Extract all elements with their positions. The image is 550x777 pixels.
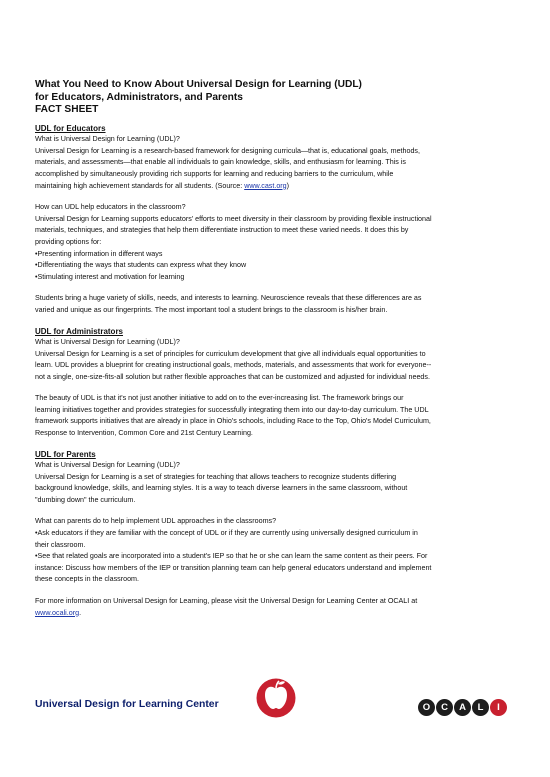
ocali-letter-l: L — [472, 699, 489, 716]
ocali-letter-c: C — [436, 699, 453, 716]
parents-bullet-line: these concepts in the classroom. — [35, 575, 139, 584]
educators-question-2: How can UDL help educators in the classroom? — [35, 203, 186, 212]
educators-answer-2-line: materials, techniques, and strategies that help them differentiate instruction to meet these varied needs. It does this by — [35, 226, 409, 235]
administrators-question-1: What is Universal Design for Learning (UDL)? — [35, 337, 180, 346]
ocali-logo — [418, 699, 507, 716]
cast-link[interactable]: www.cast.org — [244, 181, 287, 190]
educators-heading: UDL for Educators — [35, 123, 106, 133]
administrators-heading: UDL for Administrators — [35, 326, 124, 336]
administrators-paragraph-line: framework supports initiatives that are already in place in Ohio's schools, including Race to the Top, Ohio's Model Curriculum, — [35, 417, 431, 426]
more-info-line: For more information on Universal Design for Learning, please visit the Universal Design for Learning Center at OCALI at — [35, 597, 418, 605]
ocali-letter-o: O — [418, 699, 435, 716]
educators-answer-1-line: Universal Design for Learning is a research-based framework for designing curricula—that is, educational goals, methods, — [35, 146, 420, 155]
educators-answer-2-line: Universal Design for Learning supports educators' efforts to meet diversity in their classroom by providing flexible instructional — [35, 214, 432, 223]
educators-answer-1-line: materials, and assessments—that enable all individuals to gain knowledge, skills, and enthusiasm for learning. This is — [35, 158, 406, 167]
educators-closing-line: varied and unique as our fingerprints. The most important tool a student brings to the classroom is his/her brain. — [35, 305, 388, 314]
title-line-3: FACT SHEET — [35, 104, 99, 116]
bullet-item: •Presenting information in different ways — [35, 249, 163, 258]
administrators-paragraph-line: The beauty of UDL is that it's not just another initiative to add on to the ever-increasing list. The framework brings our — [35, 394, 404, 403]
educators-answer-1-line: accomplished by simultaneously providing rich supports for learning and reducing barriers to the curriculum, while — [35, 169, 394, 178]
parents-heading: UDL for Parents — [35, 449, 96, 459]
educators-answer-2-line: providing options for: — [35, 237, 102, 246]
bullet-item: •Differentiating the ways that students can express what they know — [35, 261, 247, 270]
educators-question-1: What is Universal Design for Learning (UDL)? — [35, 135, 180, 144]
source-prefix: maintaining high achievement standards for all students. (Source: — [35, 181, 245, 190]
ocali-link[interactable]: www.ocali.org — [35, 608, 80, 617]
source-suffix: ) — [286, 181, 290, 190]
educators-closing-line: Students bring a huge variety of skills, needs, and interests to learning. Neuroscience reveals that these differences are as — [35, 294, 422, 303]
administrators-paragraph-line: Response to Intervention, Common Core and 21st Century Learning. — [35, 429, 253, 438]
parents-bullet-line: their classroom. — [35, 540, 86, 549]
parents-bullet-line: instance: Discuss how members of the IEP or transition planning team can help general educators understand and implement — [35, 563, 432, 572]
educators-answer-1-line — [35, 181, 520, 193]
administrators-paragraph-line: learning initiatives together and provides strategies for successfully integrating them into our day-to-day curriculum. The UDL — [35, 405, 429, 414]
administrators-answer-line: Universal Design for Learning is a set of principles for curriculum development that give all individuals equal opportunities to — [35, 349, 426, 358]
parents-answer-line: background knowledge, skills, and learning styles. It is a way to teach diverse learners in the same classroom, without — [35, 484, 408, 493]
apple-logo-icon — [256, 675, 296, 719]
administrators-answer-line: learn. UDL provides a blueprint for creating instructional goals, methods, materials, and assessments that work for everyone-- — [35, 361, 432, 370]
bullet-item: •Stimulating interest and motivation for learning — [35, 272, 185, 281]
center-name: Universal Design for Learning Center — [35, 699, 219, 710]
parents-question-1: What is Universal Design for Learning (UDL)? — [35, 461, 180, 470]
more-info-link-line — [35, 608, 520, 620]
title-line-1: What You Need to Know About Universal Design for Learning (UDL) — [35, 79, 362, 90]
fact-sheet — [35, 79, 520, 619]
link-suffix: . — [79, 608, 82, 617]
ocali-letter-a: A — [454, 699, 471, 716]
parents-bullet-line: •Ask educators if they are familiar with the concept of UDL or if they are currently using universally designed curriculum in — [35, 529, 418, 538]
title-line-2: for Educators, Administrators, and Parents — [35, 91, 243, 103]
administrators-answer-line: not a single, one-size-fits-all solution but rather flexible approaches that can be customized and adjusted for individual needs. — [35, 372, 430, 381]
parents-answer-line: "dumbing down" the curriculum. — [35, 495, 136, 504]
ocali-letter-i: I — [490, 699, 507, 716]
parents-bullet-line: •See that related goals are incorporated into a student's IEP so that he or she can learn the same content as their peers. For — [35, 552, 428, 561]
parents-answer-line: Universal Design for Learning is a set of strategies for teaching that allows teachers to recognize students differing — [35, 472, 397, 481]
parents-question-2: What can parents do to help implement UDL approaches in the classrooms? — [35, 517, 277, 526]
